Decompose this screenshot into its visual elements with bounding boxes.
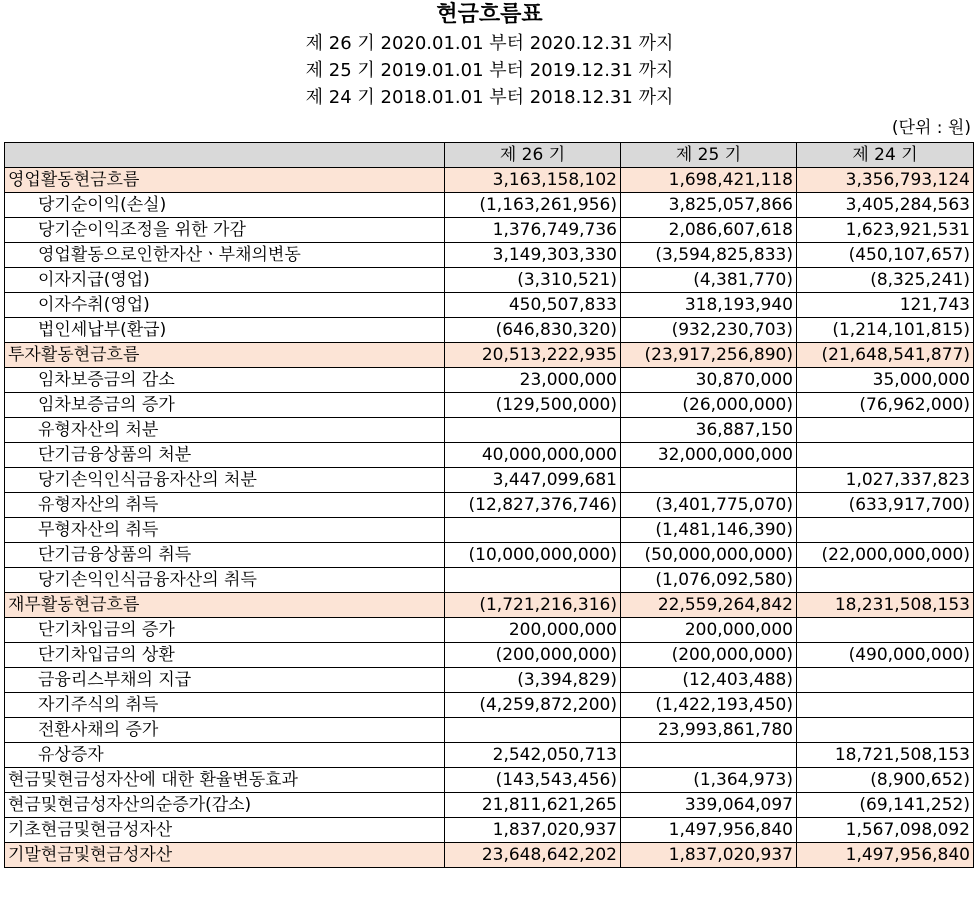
row-label: 당기손익인식금융자산의 처분 xyxy=(5,468,445,493)
row-label: 재무활동현금흐름 xyxy=(5,593,445,618)
value-24: (21,648,541,877) xyxy=(797,343,974,368)
value-25: 30,870,000 xyxy=(621,368,797,393)
value-26: (1,163,261,956) xyxy=(445,193,621,218)
row-label: 임차보증금의 증가 xyxy=(5,393,445,418)
value-26: (129,500,000) xyxy=(445,393,621,418)
statement-header xyxy=(0,0,979,111)
value-26: 1,376,749,736 xyxy=(445,218,621,243)
value-24: (76,962,000) xyxy=(797,393,974,418)
row-label: 유형자산의 취득 xyxy=(5,493,445,518)
value-24: (490,000,000) xyxy=(797,643,974,668)
row-label: 금융리스부채의 지급 xyxy=(5,668,445,693)
value-25: (932,230,703) xyxy=(621,318,797,343)
value-25: 22,559,264,842 xyxy=(621,593,797,618)
table-row xyxy=(5,693,974,718)
table-row xyxy=(5,743,974,768)
value-25: (4,381,770) xyxy=(621,268,797,293)
period-line-26: 제 26 기 2020.01.01 부터 2020.12.31 까지 xyxy=(305,33,674,54)
value-24: 3,356,793,124 xyxy=(797,168,974,193)
value-26: 40,000,000,000 xyxy=(445,443,621,468)
value-25: 200,000,000 xyxy=(621,618,797,643)
table-row xyxy=(5,168,974,193)
value-25: (23,917,256,890) xyxy=(621,343,797,368)
row-label: 자기주식의 취득 xyxy=(5,693,445,718)
table-row xyxy=(5,718,974,743)
value-24: (8,900,652) xyxy=(797,768,974,793)
table-row xyxy=(5,243,974,268)
table-row xyxy=(5,568,974,593)
row-label: 이자수취(영업) xyxy=(5,293,445,318)
value-26 xyxy=(445,718,621,743)
value-26: 3,149,303,330 xyxy=(445,243,621,268)
value-24: (450,107,657) xyxy=(797,243,974,268)
row-label: 당기순이익조정을 위한 가감 xyxy=(5,218,445,243)
row-label: 영업활동현금흐름 xyxy=(5,168,445,193)
value-25: 36,887,150 xyxy=(621,418,797,443)
table-row xyxy=(5,843,974,868)
table-row xyxy=(5,468,974,493)
table-row xyxy=(5,593,974,618)
value-24: (22,000,000,000) xyxy=(797,543,974,568)
value-25: (200,000,000) xyxy=(621,643,797,668)
table-row xyxy=(5,343,974,368)
value-25: 318,193,940 xyxy=(621,293,797,318)
row-label: 전환사채의 증가 xyxy=(5,718,445,743)
row-label: 유형자산의 처분 xyxy=(5,418,445,443)
value-25 xyxy=(621,468,797,493)
table-row xyxy=(5,543,974,568)
row-label: 단기차입금의 상환 xyxy=(5,643,445,668)
value-26: 2,542,050,713 xyxy=(445,743,621,768)
value-26: (1,721,216,316) xyxy=(445,593,621,618)
value-26: 21,811,621,265 xyxy=(445,793,621,818)
row-label: 법인세납부(환급) xyxy=(5,318,445,343)
value-25: (1,422,193,450) xyxy=(621,693,797,718)
column-header-label xyxy=(5,143,445,168)
table-row xyxy=(5,668,974,693)
value-25: 2,086,607,618 xyxy=(621,218,797,243)
value-25: 1,837,020,937 xyxy=(621,843,797,868)
value-26: 200,000,000 xyxy=(445,618,621,643)
value-24: 3,405,284,563 xyxy=(797,193,974,218)
value-25: (26,000,000) xyxy=(621,393,797,418)
table-row xyxy=(5,368,974,393)
unit-label: (단위 : 원) xyxy=(891,118,971,138)
value-24 xyxy=(797,518,974,543)
value-25: (1,364,973) xyxy=(621,768,797,793)
table-row xyxy=(5,518,974,543)
column-header-24: 제 24 기 xyxy=(797,143,974,168)
value-24: 1,567,098,092 xyxy=(797,818,974,843)
row-label: 기말현금및현금성자산 xyxy=(5,843,445,868)
row-label: 투자활동현금흐름 xyxy=(5,343,445,368)
column-header-25: 제 25 기 xyxy=(621,143,797,168)
value-26: (12,827,376,746) xyxy=(445,493,621,518)
row-label: 당기순이익(손실) xyxy=(5,193,445,218)
value-24: 121,743 xyxy=(797,293,974,318)
value-24 xyxy=(797,568,974,593)
value-25: 1,497,956,840 xyxy=(621,818,797,843)
value-24: 18,231,508,153 xyxy=(797,593,974,618)
value-26: (4,259,872,200) xyxy=(445,693,621,718)
row-label: 당기손익인식금융자산의 취득 xyxy=(5,568,445,593)
value-24: (633,917,700) xyxy=(797,493,974,518)
value-25 xyxy=(621,743,797,768)
table-header-row xyxy=(5,143,974,168)
row-label: 유상증자 xyxy=(5,743,445,768)
value-24 xyxy=(797,618,974,643)
table-row xyxy=(5,618,974,643)
value-25: (1,481,146,390) xyxy=(621,518,797,543)
table-row xyxy=(5,193,974,218)
value-26: (10,000,000,000) xyxy=(445,543,621,568)
value-25: 1,698,421,118 xyxy=(621,168,797,193)
period-line-25: 제 25 기 2019.01.01 부터 2019.12.31 까지 xyxy=(305,60,674,81)
cash-flow-table xyxy=(4,142,974,868)
value-25: (12,403,488) xyxy=(621,668,797,693)
table-row xyxy=(5,493,974,518)
table-row xyxy=(5,393,974,418)
column-header-26: 제 26 기 xyxy=(445,143,621,168)
value-26: (3,310,521) xyxy=(445,268,621,293)
table-row xyxy=(5,318,974,343)
value-25: (3,401,775,070) xyxy=(621,493,797,518)
value-26: 23,000,000 xyxy=(445,368,621,393)
row-label: 무형자산의 취득 xyxy=(5,518,445,543)
value-25: 23,993,861,780 xyxy=(621,718,797,743)
period-line-24: 제 24 기 2018.01.01 부터 2018.12.31 까지 xyxy=(305,87,674,108)
value-26: (143,543,456) xyxy=(445,768,621,793)
value-24 xyxy=(797,418,974,443)
value-24 xyxy=(797,718,974,743)
value-24: (69,141,252) xyxy=(797,793,974,818)
row-label: 단기차입금의 증가 xyxy=(5,618,445,643)
value-24: (8,325,241) xyxy=(797,268,974,293)
row-label: 단기금융상품의 취득 xyxy=(5,543,445,568)
value-26: 3,447,099,681 xyxy=(445,468,621,493)
value-26 xyxy=(445,518,621,543)
value-26: 450,507,833 xyxy=(445,293,621,318)
row-label: 기초현금및현금성자산 xyxy=(5,818,445,843)
value-25: 32,000,000,000 xyxy=(621,443,797,468)
row-label: 영업활동으로인한자산ㆍ부채의변동 xyxy=(5,243,445,268)
value-24: 1,497,956,840 xyxy=(797,843,974,868)
value-26: 3,163,158,102 xyxy=(445,168,621,193)
statement-title: 현금흐름표 xyxy=(436,2,543,27)
row-label: 현금및현금성자산에 대한 환율변동효과 xyxy=(5,768,445,793)
value-24: 35,000,000 xyxy=(797,368,974,393)
value-24 xyxy=(797,443,974,468)
value-24 xyxy=(797,668,974,693)
value-25: 3,825,057,866 xyxy=(621,193,797,218)
value-26: (3,394,829) xyxy=(445,668,621,693)
value-25: (3,594,825,833) xyxy=(621,243,797,268)
value-25: 339,064,097 xyxy=(621,793,797,818)
table-row xyxy=(5,418,974,443)
value-26: (200,000,000) xyxy=(445,643,621,668)
table-row xyxy=(5,268,974,293)
value-26 xyxy=(445,568,621,593)
row-label: 이자지급(영업) xyxy=(5,268,445,293)
row-label: 임차보증금의 감소 xyxy=(5,368,445,393)
table-row xyxy=(5,768,974,793)
value-26: 1,837,020,937 xyxy=(445,818,621,843)
table-row xyxy=(5,218,974,243)
table-row xyxy=(5,793,974,818)
value-26: 20,513,222,935 xyxy=(445,343,621,368)
table-row xyxy=(5,643,974,668)
value-24: 1,623,921,531 xyxy=(797,218,974,243)
value-26: (646,830,320) xyxy=(445,318,621,343)
value-24 xyxy=(797,693,974,718)
value-26: 23,648,642,202 xyxy=(445,843,621,868)
row-label: 단기금융상품의 처분 xyxy=(5,443,445,468)
value-24: 18,721,508,153 xyxy=(797,743,974,768)
table-row xyxy=(5,443,974,468)
value-24: (1,214,101,815) xyxy=(797,318,974,343)
value-24: 1,027,337,823 xyxy=(797,468,974,493)
value-25: (50,000,000,000) xyxy=(621,543,797,568)
value-25: (1,076,092,580) xyxy=(621,568,797,593)
table-row xyxy=(5,818,974,843)
table-row xyxy=(5,293,974,318)
value-26 xyxy=(445,418,621,443)
row-label: 현금및현금성자산의순증가(감소) xyxy=(5,793,445,818)
